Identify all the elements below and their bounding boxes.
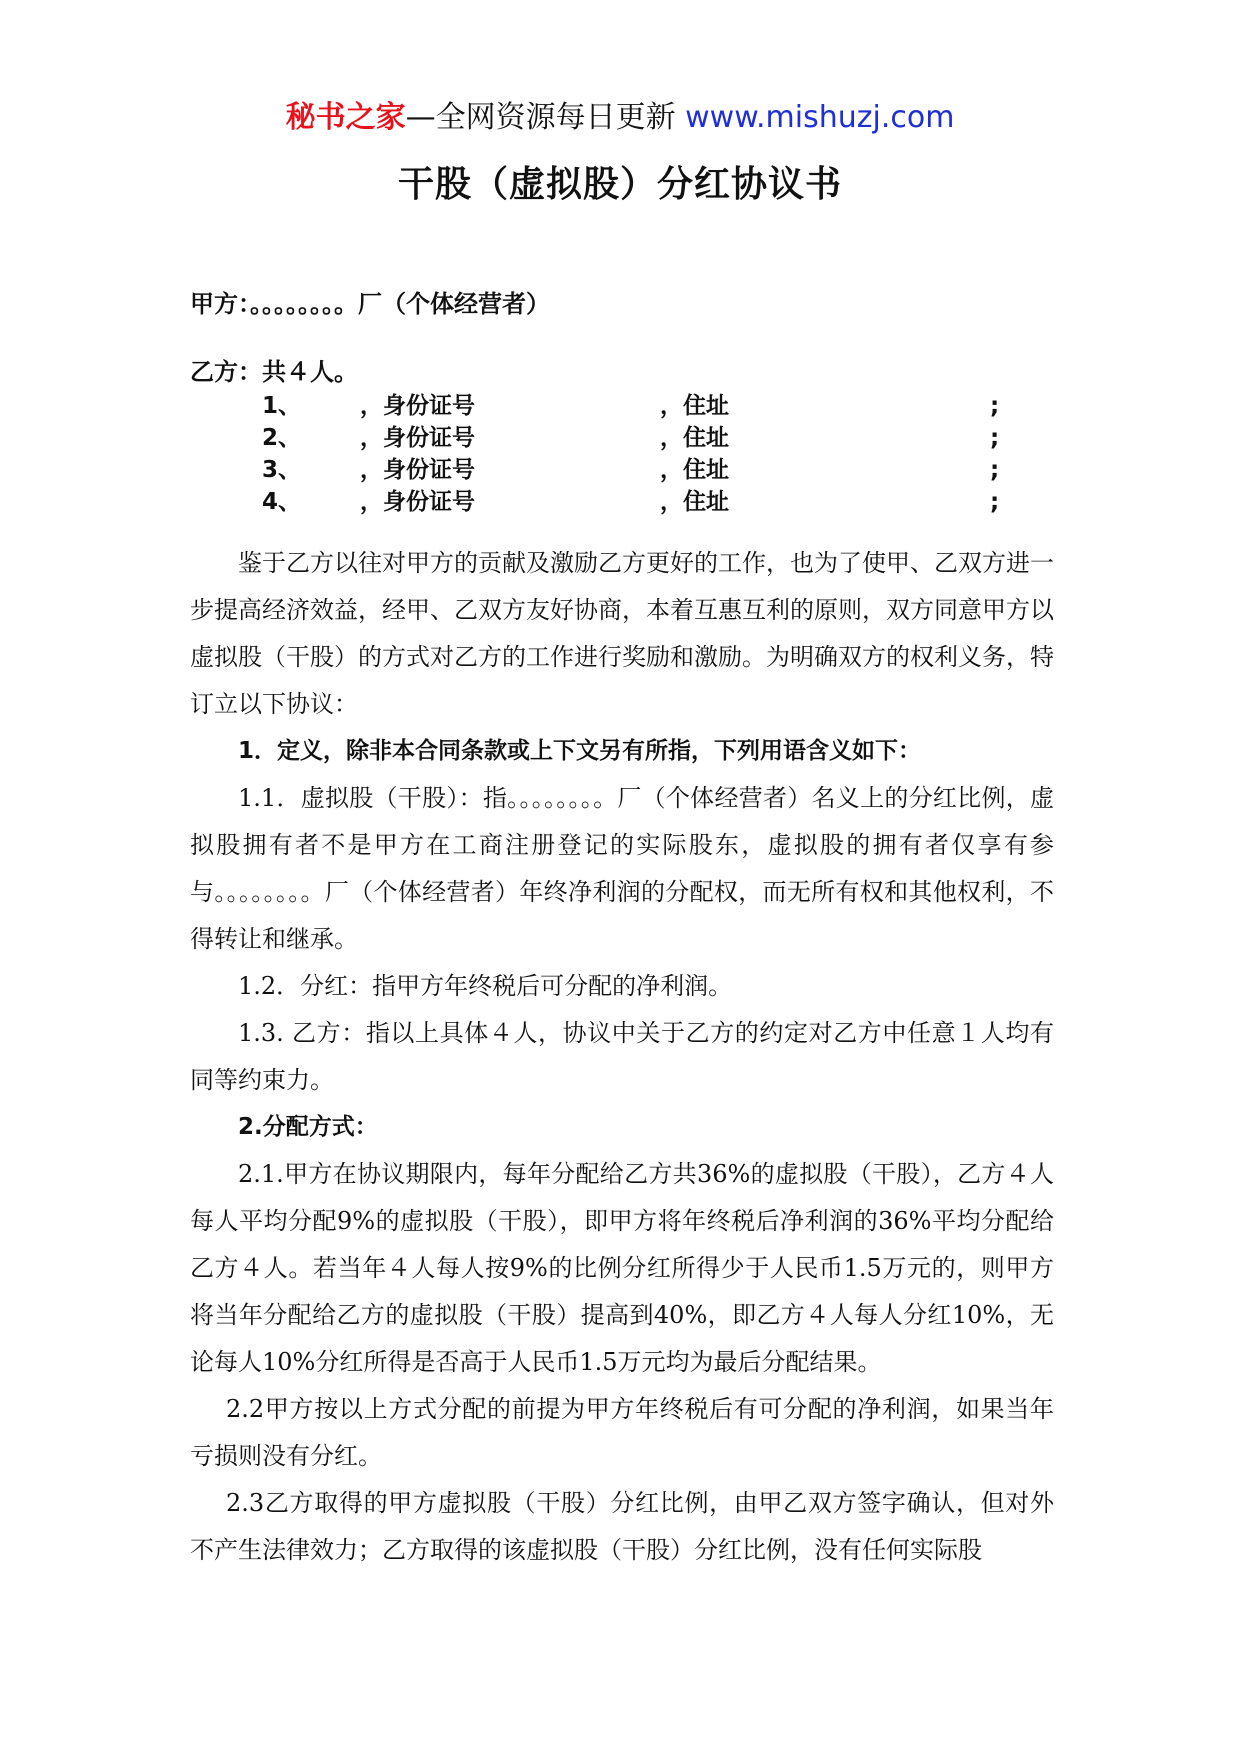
member-id-label: ，身份证号 bbox=[360, 457, 475, 483]
member-address-label: ，住址 bbox=[660, 489, 729, 515]
member-row bbox=[190, 486, 1030, 518]
member-number: 4、 bbox=[262, 489, 302, 515]
member-number: 3、 bbox=[262, 457, 302, 483]
member-number: 2、 bbox=[262, 425, 302, 451]
member-line-end: ; bbox=[990, 457, 1000, 483]
member-address-label: ，住址 bbox=[660, 457, 729, 483]
preamble-paragraph: 鉴于乙方以往对甲方的贡献及激励乙方更好的工作，也为了使甲、乙双方进一步提高经济效益，经甲、乙双方友好协商，本着互惠互利的原则，双方同意甲方以虚拟股（干股）的方式对乙方的工作进行奖励和激励。为明确双方的权利义务，特订立以下协议： bbox=[190, 549, 1054, 718]
member-address-label: ，住址 bbox=[660, 393, 729, 419]
agreement-body bbox=[190, 540, 1054, 1574]
clause-1-1: 1.1．虚拟股（干股）：指。。。。。。。。厂（个体经营者）名义上的分红比例，虚拟股拥有者不是甲方在工商注册登记的实际股东，虚拟股的拥有者仅享有参与。。。。。。。。厂（个体经营者）年终净利润的分配权，而无所有权和其他权利，不得转让和继承。 bbox=[190, 784, 1054, 953]
clause-1-2: 1.2．分红：指甲方年终税后可分配的净利润。 bbox=[238, 972, 733, 1000]
member-row bbox=[190, 454, 1030, 486]
member-row bbox=[190, 422, 1030, 454]
party-b-line: 乙方：共４人。 bbox=[190, 358, 358, 386]
member-address-label: ，住址 bbox=[660, 425, 729, 451]
member-line-end: ; bbox=[990, 393, 1000, 419]
member-id-label: ，身份证号 bbox=[360, 425, 475, 451]
member-id-label: ，身份证号 bbox=[360, 393, 475, 419]
site-url-link[interactable]: www.mishuzj.com bbox=[685, 100, 955, 135]
brand-name: 秘书之家 bbox=[285, 100, 406, 135]
clause-2-2: 2.2甲方按以上方式分配的前提为甲方年终税后有可分配的净利润，如果当年亏损则没有分红。 bbox=[190, 1395, 1054, 1470]
member-row bbox=[190, 390, 1030, 422]
member-line-end: ; bbox=[990, 425, 1000, 451]
header-tagline: —全网资源每日更新 bbox=[405, 100, 686, 135]
site-header bbox=[0, 98, 1240, 138]
member-line-end: ; bbox=[990, 489, 1000, 515]
section-1-heading: 1．定义，除非本合同条款或上下文另有所指，下列用语含义如下： bbox=[238, 738, 922, 764]
party-a-line: 甲方：。。。。。。。。厂（个体经营者） bbox=[190, 290, 550, 318]
member-number: 1、 bbox=[262, 393, 302, 419]
document-title: 干股（虚拟股）分红协议书 bbox=[397, 164, 842, 205]
section-2-heading: 2.分配方式： bbox=[238, 1114, 378, 1140]
clause-2-1: 2.1.甲方在协议期限内，每年分配给乙方共36%的虚拟股（干股），乙方４人每人平均分配9%的虚拟股（干股），即甲方将年终税后净利润的36%平均分配给乙方４人。若当年４人每人按9%的比例分红所得少于人民币1.5万元的，则甲方将当年分配给乙方的虚拟股（干股）提高到40%，即乙方４人每人分红10%，无论每人10%分红所得是否高于人民币1.5万元均为最后分配结果。 bbox=[190, 1160, 1054, 1376]
clause-1-3: 1.3. 乙方：指以上具体４人，协议中关于乙方的约定对乙方中任意１人均有同等约束力。 bbox=[190, 1019, 1054, 1094]
member-id-label: ，身份证号 bbox=[360, 489, 475, 515]
clause-2-3: 2.3乙方取得的甲方虚拟股（干股）分红比例，由甲乙双方签字确认，但对外不产生法律效力；乙方取得的该虚拟股（干股）分红比例，没有任何实际股 bbox=[190, 1489, 1054, 1564]
